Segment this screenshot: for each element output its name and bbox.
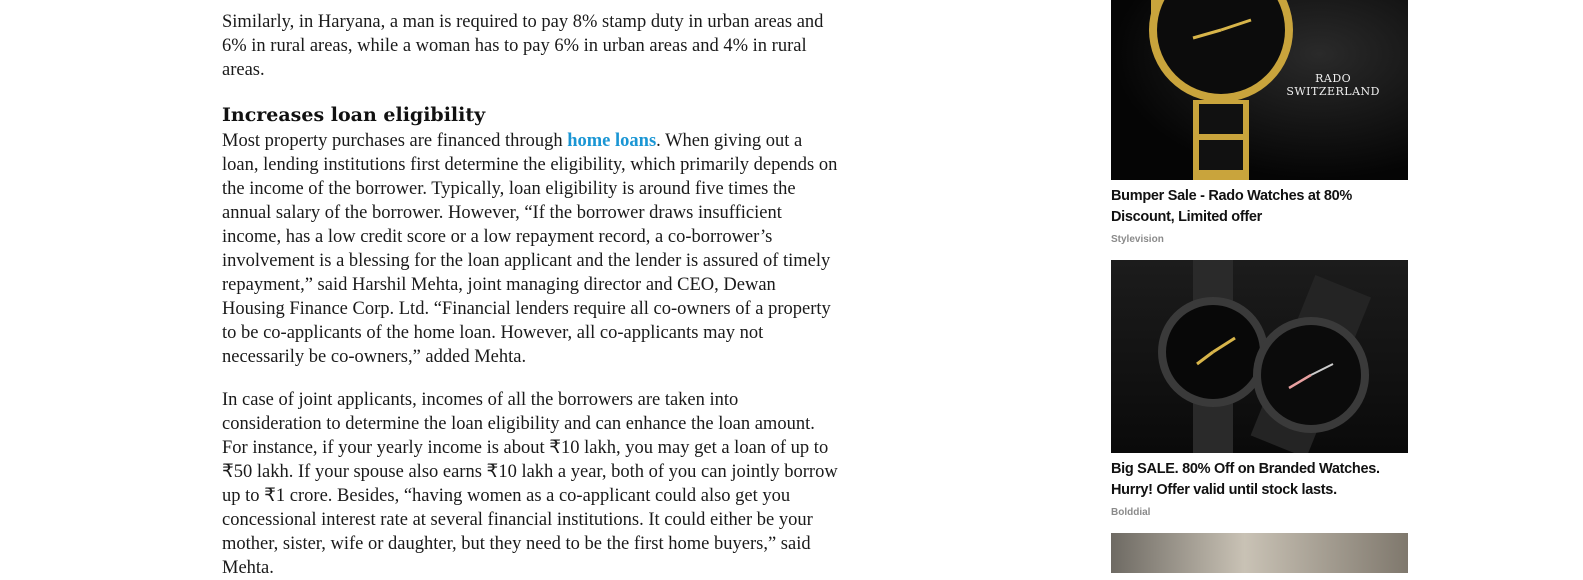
paragraph-text: . When giving out a loan, lending institutions first determine the eligibility, which primarily depends on the income of the borrower. Typically, loan eligibility is around five times the annual salary of the borrower. However, “If the borrower draws insufficient income, has a low credit score or a low repayment record, a co-borrower’s involvement is a blessing for the loan applicant and the lender is assured of timely repayment,” said Harshil Mehta, joint managing director and CEO, Dewan Housing Finance Corp. Ltd. “Financial lenders require all co-owners of a property to be co-applicants of the home loan. However, all co-applicants may not necessarily be co-owners,” added Mehta. (222, 131, 838, 367)
ad-title[interactable]: Big SALE. 80% Off on Branded Watches. Hurry! Offer valid until stock lasts. (1111, 461, 1380, 498)
article-paragraph (222, 129, 842, 369)
ad-source: Bolddial (1111, 507, 1151, 518)
ad-source: Stylevision (1111, 234, 1164, 245)
article-body (222, 10, 842, 580)
paragraph-text: Most property purchases are financed through (222, 131, 568, 151)
ad-image[interactable] (1111, 533, 1408, 573)
ad-card[interactable] (1111, 0, 1408, 245)
ad-card[interactable] (1111, 533, 1408, 573)
ad-image[interactable] (1111, 0, 1408, 180)
ad-card[interactable] (1111, 260, 1408, 518)
sponsored-sidebar (1111, 0, 1408, 573)
article-paragraph: Similarly, in Haryana, a man is required to pay 8% stamp duty in urban areas and 6% in rural areas, while a woman has to pay 6% in urban areas and 4% in rural areas. (222, 12, 824, 80)
ad-title[interactable]: Bumper Sale - Rado Watches at 80% Discount, Limited offer (1111, 188, 1352, 225)
ad-image[interactable] (1111, 260, 1408, 453)
article-paragraph: In case of joint applicants, incomes of all the borrowers are taken into consideration to determine the loan eligibility and can enhance the loan amount. For instance, if your yearly income is about ₹10 lakh, you may get a loan of up to ₹50 lakh. If your spouse also earns ₹10 lakh a year, both of you can jointly borrow up to ₹1 crore. Besides, “having women as a co-applicant could also get you concessional interest rate at several financial institutions. It could either be your mother, sister, wife or daughter, but they need to be the first home buyers,” said Mehta. (222, 390, 838, 578)
ad-brand-text: RADO SWITZERLAND (1286, 72, 1380, 98)
section-heading: Increases loan eligibility (222, 104, 486, 126)
watch-icon (1111, 260, 1408, 453)
home-loans-link[interactable]: home loans (567, 131, 657, 151)
